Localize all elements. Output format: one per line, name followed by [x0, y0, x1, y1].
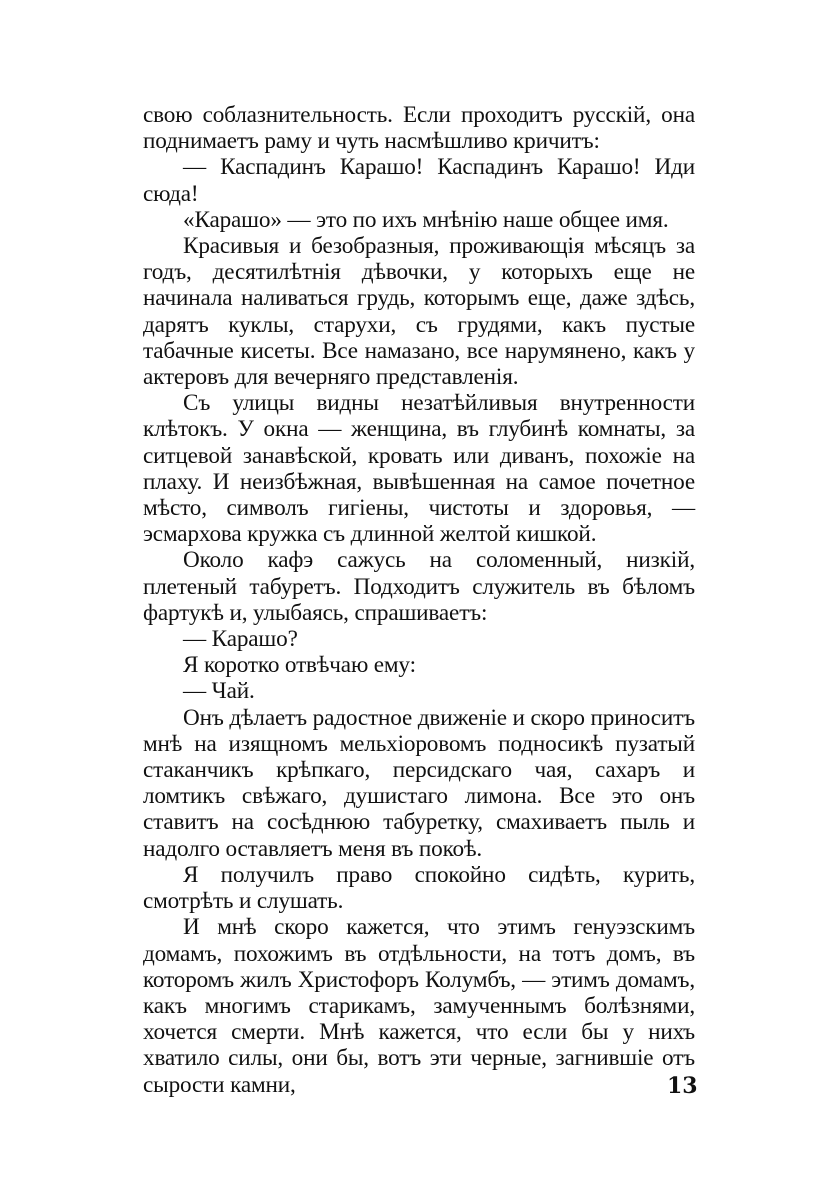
- paragraph-rest: Я получилъ право спокойно сидѣть, курить, смотрѣть и слушать.: [143, 861, 695, 915]
- paragraph-dialogue-question: — Карашо?: [183, 626, 298, 653]
- paragraph-name-remark: «Карашо» — это по ихъ мнѣнію наше общее имя.: [183, 206, 669, 233]
- paragraph-reply-intro: Я коротко отвѣчаю ему:: [183, 652, 416, 679]
- paragraph-cafe: Около кафэ сажусь на соломенный, низкій, плетеный табуретъ. Подходитъ служитель въ бѣломъ фартукѣ и, улыбаясь, спрашиваетъ:: [143, 547, 695, 626]
- paragraph-dialogue-answer: — Чай.: [183, 678, 255, 705]
- paragraph-women-description: Красивыя и безобразныя, проживающія мѣсяцъ за годъ, десятилѣтнія дѣвочки, у которыхъ еще не начинала наливаться грудь, которымъ еще, даже здѣсь, дарятъ куклы, старухи, съ грудями, какъ пустые табачные кисеты. Все намазано, все нарумянено, какъ у актеровъ для вечерняго представленія.: [143, 233, 695, 391]
- paragraph-dialogue-call: — Каспадинъ Карашо! Каспадинъ Карашо! Иди сюда!: [143, 154, 695, 207]
- paragraph-street-view: Съ улицы видны незатѣйливыя внутренности клѣтокъ. У окна — женщина, въ глубинѣ комнаты, за ситцевой занавѣской, кровать или диванъ, похожіе на плаху. И неизбѣжная, вывѣшенная на самое почетное мѣсто, символъ гигіены, чистоты и здоровья, — эсмархова кружка съ длинной желтой кишкой.: [143, 390, 695, 548]
- body-text: [143, 102, 695, 1098]
- paragraph-tea-served: Онъ дѣлаетъ радостное движеніе и скоро приноситъ мнѣ на изящномъ мельхіоровомъ подносикѣ пузатый стаканчикъ крѣпкаго, персидскаго чая, сахаръ и ломтикъ свѣжаго, душистаго лимона. Все это онъ ставитъ на сосѣднюю табуретку, смахиваетъ пыль и надолго оставляетъ меня въ покоѣ.: [143, 704, 695, 862]
- paragraph-genoa-houses: И мнѣ скоро кажется, что этимъ генуэзскимъ домамъ, похожимъ въ отдѣльности, на тотъ домъ, въ которомъ жилъ Христофоръ Колумбъ, — этимъ домамъ, какъ многимъ старикамъ, замученнымъ болѣзнями, хочется смерти. Мнѣ кажется, что если бы у нихъ хватило силы, они бы, вотъ эти черные, загнившіе отъ сырости камни,: [143, 914, 695, 1098]
- paragraph-continuation: свою соблазнительность. Если проходитъ русскій, она поднимаетъ раму и чуть насмѣшливо кричитъ:: [143, 102, 695, 155]
- page-number: 13: [667, 1073, 698, 1099]
